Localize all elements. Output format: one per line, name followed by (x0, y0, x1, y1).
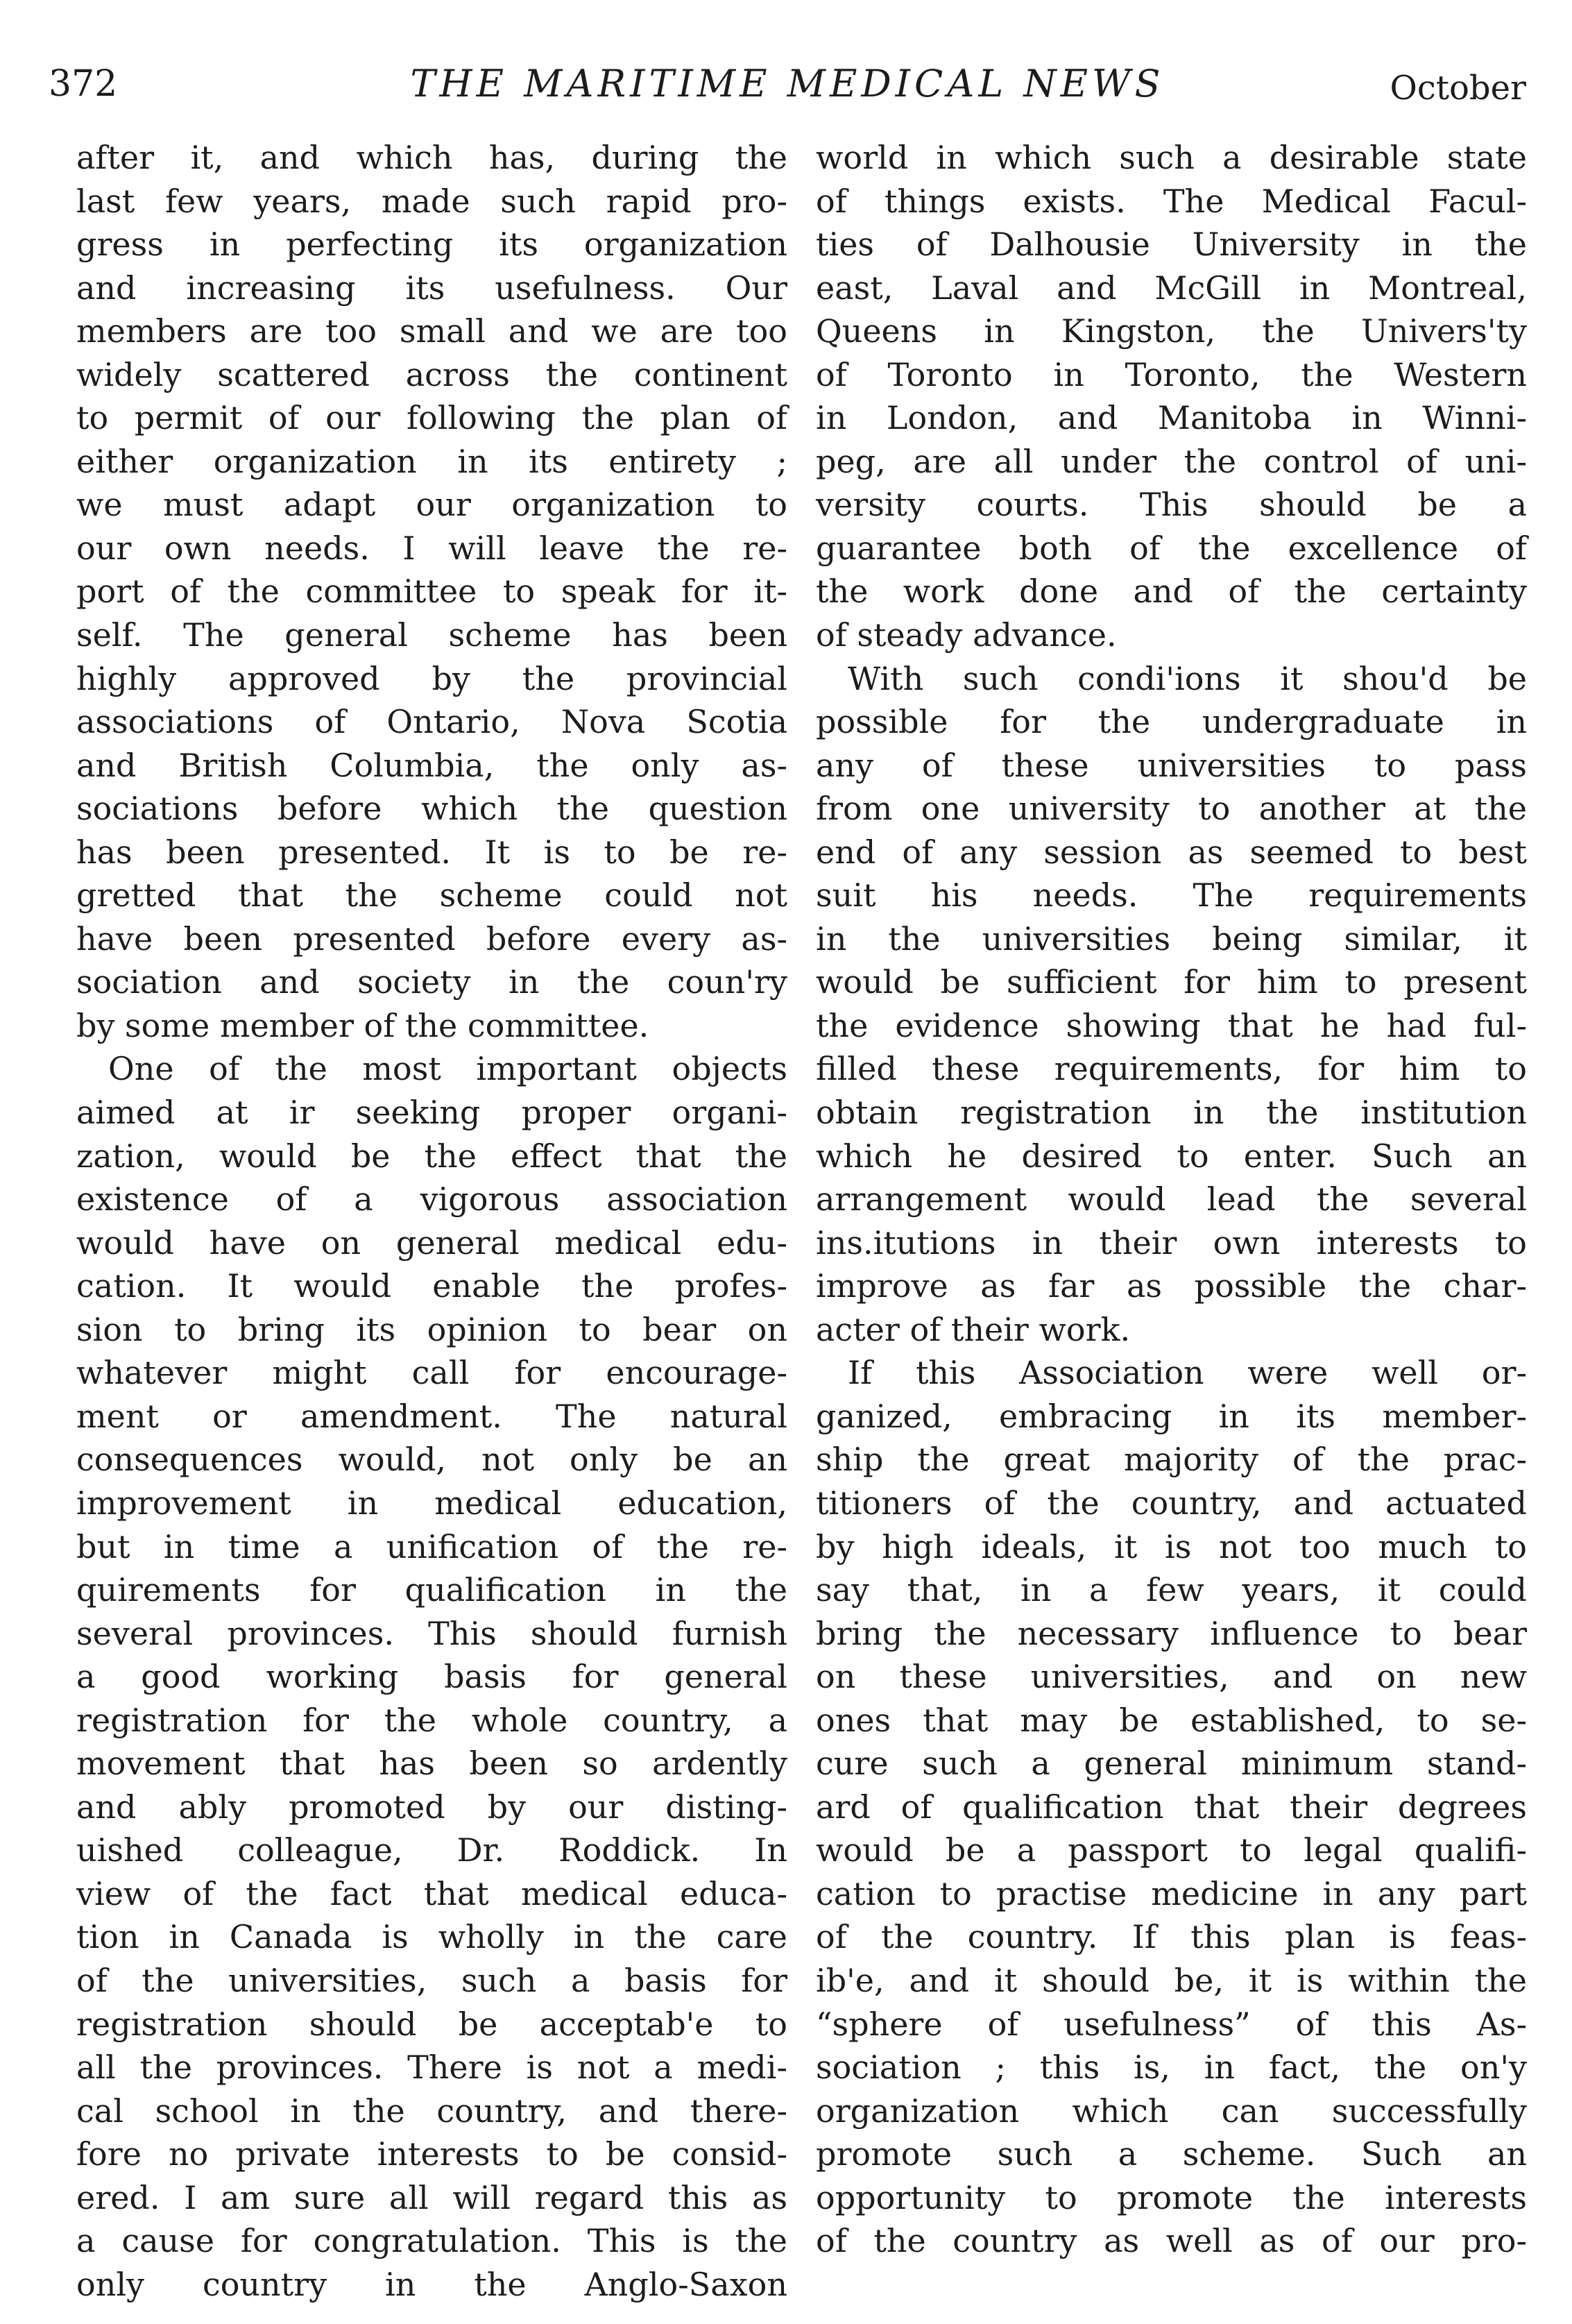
text-line: would be a passport to legal qualifi- (816, 1831, 1527, 1869)
text-line: members are too small and we are too (76, 312, 787, 350)
text-line: bring the necessary influence to bear (816, 1614, 1527, 1652)
text-line: from one university to another at the (816, 790, 1527, 828)
text-line: only country in the Anglo-Saxon (76, 2265, 787, 2303)
text-line: uished colleague, Dr. Roddick. In (76, 1831, 787, 1869)
text-line: highly approved by the provincial (76, 659, 787, 697)
text-line: by some member of the committee. (76, 1006, 649, 1044)
text-line: One of the most important objects (108, 1050, 787, 1088)
text-line: cation. It would enable the profes- (76, 1267, 787, 1305)
text-line: would have on general medical edu- (76, 1223, 787, 1262)
text-line: sion to bring its opinion to bear on (76, 1310, 787, 1348)
text-line: our own needs. I will leave the re- (76, 529, 787, 567)
text-line: east, Laval and McGill in Montreal, (816, 269, 1527, 307)
text-line: fore no private interests to be consid- (76, 2135, 787, 2173)
text-line: any of these universities to pass (816, 746, 1527, 784)
text-line: guarantee both of the excellence of (816, 529, 1527, 567)
text-line: improvement in medical education, (76, 1484, 787, 1522)
text-line: cal school in the country, and there- (76, 2092, 787, 2130)
text-line: possible for the undergraduate in (816, 703, 1527, 741)
text-line: world in which such a desirable state (816, 139, 1527, 176)
text-line: the evidence showing that he had ful- (816, 1006, 1527, 1044)
text-line: ones that may be established, to se- (816, 1701, 1527, 1739)
text-line: organization which can successfully (816, 2092, 1527, 2130)
text-line: several provinces. This should furnish (76, 1614, 787, 1652)
text-line: ties of Dalhousie University in the (816, 226, 1527, 264)
text-line: sociation and society in the coun'ry (76, 963, 787, 1001)
text-line: ib'e, and it should be, it is within the (816, 1961, 1527, 1999)
text-line: acter of their work. (816, 1310, 1131, 1348)
text-line: ment or amendment. The natural (76, 1397, 787, 1435)
text-line: ard of qualification that their degrees (816, 1788, 1527, 1826)
text-line: of the country. If this plan is feas- (816, 1918, 1527, 1956)
text-line: say that, in a few years, it could (816, 1571, 1527, 1609)
text-line: improve as far as possible the char- (816, 1267, 1527, 1305)
text-line: promote such a scheme. Such an (816, 2135, 1527, 2173)
text-line: ered. I am sure all will regard this as (76, 2178, 787, 2216)
text-column-left (76, 136, 787, 2306)
text-line: quirements for qualification in the (76, 1571, 787, 1609)
text-line: filled these requirements, for him to (816, 1050, 1527, 1088)
text-line: view of the fact that medical educa- (76, 1874, 787, 1912)
text-line: by high ideals, it is not too much to (816, 1527, 1527, 1566)
text-line: the work done and of the certainty (816, 572, 1527, 611)
text-line: in London, and Manitoba in Winni- (816, 399, 1527, 437)
text-line: associations of Ontario, Nova Scotia (76, 703, 787, 741)
text-line: aimed at ir seeking proper organi- (76, 1094, 787, 1132)
text-line: in the universities being similar, it (816, 919, 1527, 958)
text-line: cure such a general minimum stand- (816, 1745, 1527, 1783)
text-column-right (816, 136, 1527, 2263)
text-line: consequences would, not only be an (76, 1441, 787, 1479)
journal-title: THE MARITIME MEDICAL NEWS (410, 62, 1165, 105)
text-line: opportunity to promote the interests (816, 2178, 1527, 2216)
text-line: movement that has been so ardently (76, 1745, 787, 1783)
text-line: registration should be acceptab'e to (76, 2005, 787, 2043)
text-line: If this Association were well or- (848, 1354, 1527, 1392)
text-line: but in time a unification of the re- (76, 1527, 787, 1566)
text-line: tion in Canada is wholly in the care (76, 1918, 787, 1956)
text-line: of the universities, such a basis for (76, 1961, 787, 1999)
text-line: sociation ; this is, in fact, the on'y (816, 2049, 1527, 2087)
text-line: gretted that the scheme could not (76, 876, 787, 915)
text-line: cation to practise medicine in any part (816, 1874, 1527, 1912)
text-line: whatever might call for encourage- (76, 1354, 787, 1392)
text-line: suit his needs. The requirements (816, 876, 1527, 915)
text-line: widely scattered across the continent (76, 355, 787, 393)
text-line: has been presented. It is to be re- (76, 833, 787, 871)
text-line: have been presented before every as- (76, 919, 787, 958)
text-line: on these universities, and on new (816, 1658, 1527, 1696)
text-line: ins.itutions in their own interests to (816, 1223, 1527, 1262)
text-line: ganized, embracing in its member- (816, 1397, 1527, 1435)
text-line: gress in perfecting its organization (76, 226, 787, 264)
text-line: peg, are all under the control of uni- (816, 442, 1527, 480)
text-line: of things exists. The Medical Facul- (816, 182, 1527, 220)
text-line: versity courts. This should be a (816, 486, 1527, 524)
text-line: a good working basis for general (76, 1658, 787, 1696)
text-line: of the country as well as of our pro- (816, 2222, 1527, 2260)
text-line: port of the committee to speak for it- (76, 572, 787, 611)
text-line: obtain registration in the institution (816, 1094, 1527, 1132)
running-header (49, 53, 1526, 115)
text-line: after it, and which has, during the (76, 139, 787, 176)
text-line: either organization in its entirety ; (76, 442, 787, 480)
text-line: end of any session as seemed to best (816, 833, 1527, 871)
text-line: of Toronto in Toronto, the Western (816, 355, 1527, 393)
text-line: With such condi'ions it shou'd be (848, 659, 1527, 697)
text-line: we must adapt our organization to (76, 486, 787, 524)
text-line: and increasing its usefulness. Our (76, 269, 787, 307)
text-line: zation, would be the effect that the (76, 1137, 787, 1175)
text-line: would be sufficient for him to present (816, 963, 1527, 1001)
text-line: of steady advance. (816, 616, 1117, 654)
text-line: ship the great majority of the prac- (816, 1441, 1527, 1479)
text-line: Queens in Kingston, the Univers'ty (816, 312, 1527, 350)
text-line: sociations before which the question (76, 790, 787, 828)
text-line: titioners of the country, and actuated (816, 1484, 1527, 1522)
text-line: existence of a vigorous association (76, 1180, 787, 1219)
text-line: a cause for congratulation. This is the (76, 2222, 787, 2260)
text-line: and British Columbia, the only as- (76, 746, 787, 784)
text-line: last few years, made such rapid pro- (76, 182, 787, 220)
text-line: self. The general scheme has been (76, 616, 787, 654)
text-line: arrangement would lead the several (816, 1180, 1527, 1219)
text-line: and ably promoted by our disting- (76, 1788, 787, 1826)
text-line: to permit of our following the plan of (76, 399, 787, 437)
text-line: registration for the whole country, a (76, 1701, 787, 1739)
issue-month: October (1390, 69, 1526, 108)
page-number: 372 (49, 63, 118, 105)
text-line: “sphere of usefulness” of this As- (816, 2005, 1527, 2043)
text-line: all the provinces. There is not a medi- (76, 2049, 787, 2087)
text-line: which he desired to enter. Such an (816, 1137, 1527, 1175)
